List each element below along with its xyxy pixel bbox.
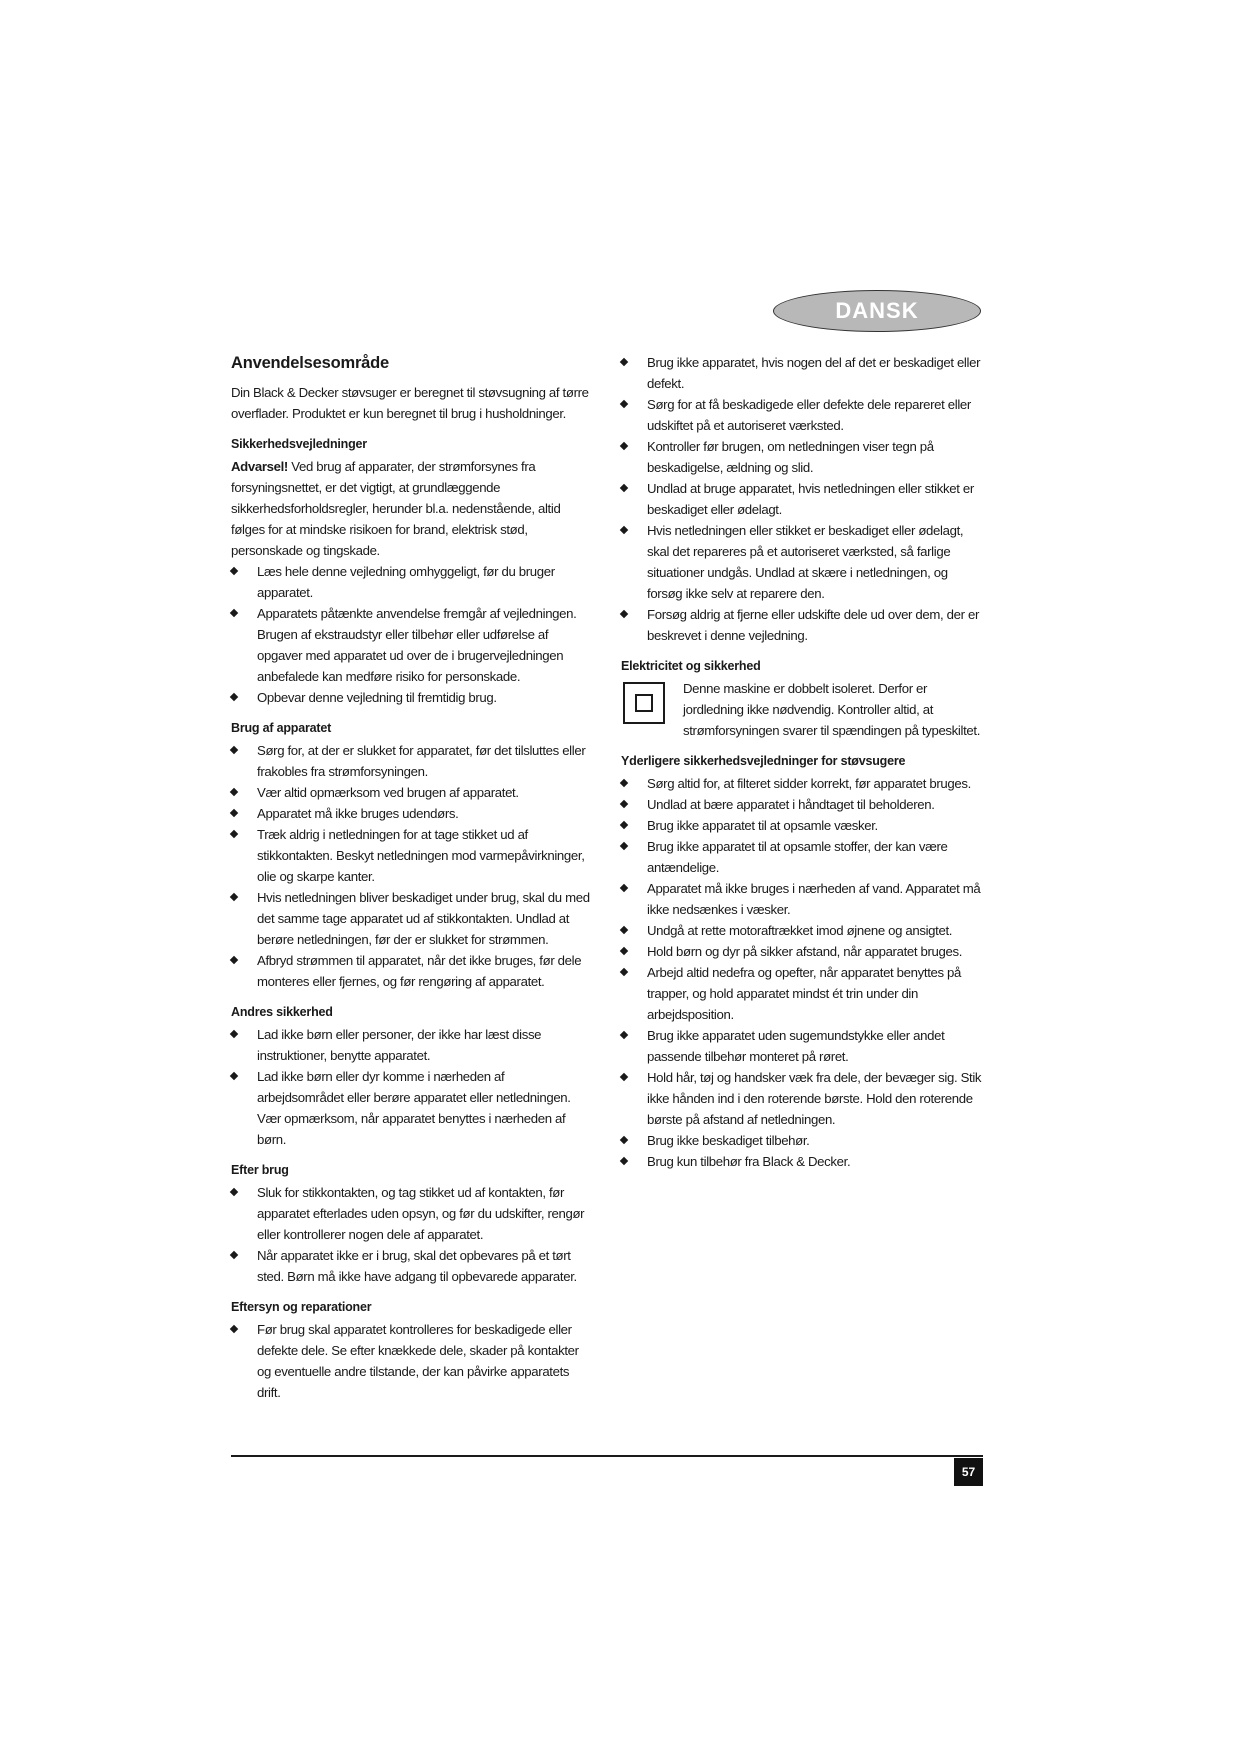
list-item-text: Forsøg aldrig at fjerne eller udskifte dele ud over dem, der er beskrevet i denne vejledning. xyxy=(647,607,979,643)
list-item-text: Hvis netledningen eller stikket er beskadiget eller ødelagt, skal det repareres på et autoriseret værksted, så farlige situationer undgås. Undlad at skære i netledningen, og forsøg ikke selv at reparere den. xyxy=(647,523,964,601)
list-item-text: Lad ikke børn eller dyr komme i nærheden af arbejdsområdet eller berøre apparatet eller netledningen. Vær opmærksom, når apparatet benyttes i nærheden af børn. xyxy=(257,1069,571,1147)
list-item xyxy=(231,1066,591,1150)
list-item xyxy=(231,1319,591,1403)
list-item xyxy=(231,824,591,887)
double-insulation-icon xyxy=(623,682,665,724)
list-item-text: Apparatets påtænkte anvendelse fremgår af vejledningen. Brugen af ekstraudstyr eller tilbehør eller udførelse af opgaver med apparatet ud over de i brugervejledningen anbefalede kan medføre risiko for personskade. xyxy=(257,606,577,684)
list-item xyxy=(621,604,985,646)
warning-text: Ved brug af apparater, der strømforsynes fra forsyningsnettet, er det vigtigt, at grundlæggende sikkerhedsforholdsregler, herunder bl.a. nedenstående, altid følges for at mindske risikoen for brand, elektrisk stød, personskade og tingskade. xyxy=(231,459,561,558)
list-item-text: Hold børn og dyr på sikker afstand, når apparatet bruges. xyxy=(647,944,963,959)
list-item xyxy=(621,1025,985,1067)
list-item xyxy=(621,394,985,436)
list-item-text: Arbejd altid nedefra og opefter, når apparatet benyttes på trapper, og hold apparatet mindst ét trin under din arbejdsposition. xyxy=(647,965,962,1022)
safety-list xyxy=(231,561,591,708)
double-insulation-inner-square xyxy=(635,694,653,712)
diamond-bullet-icon xyxy=(230,830,238,838)
inspection-heading: Eftersyn og reparationer xyxy=(231,1300,372,1314)
list-item xyxy=(231,950,591,992)
list-item xyxy=(231,561,591,603)
list-item-text: Brug ikke apparatet til at opsamle stoffer, der kan være antændelige. xyxy=(647,839,948,875)
list-item xyxy=(231,1245,591,1287)
list-item-text: Hvis netledningen bliver beskadiget under brug, skal du med det samme tage apparatet ud af stikkontakten. Undlad at berøre netledningen, før der er slukket for strømmen. xyxy=(257,890,590,947)
diamond-bullet-icon xyxy=(620,1157,628,1165)
diamond-bullet-icon xyxy=(620,1136,628,1144)
list-item xyxy=(621,1151,985,1172)
list-item-text: Kontroller før brugen, om netledningen viser tegn på beskadigelse, ældning og slid. xyxy=(647,439,934,475)
list-item-text: Apparatet må ikke bruges udendørs. xyxy=(257,806,459,821)
list-item xyxy=(231,687,591,708)
diamond-bullet-icon xyxy=(230,1325,238,1333)
page-number: 57 xyxy=(954,1458,983,1486)
list-item xyxy=(621,920,985,941)
right-column xyxy=(621,352,985,1172)
list-item-text: Brug ikke apparatet uden sugemundstykke eller andet passende tilbehør monteret på røret. xyxy=(647,1028,945,1064)
list-item xyxy=(621,962,985,1025)
list-item xyxy=(231,1182,591,1245)
list-item-text: Vær altid opmærksom ved brugen af apparatet. xyxy=(257,785,519,800)
list-item-text: Sørg altid for, at filteret sidder korrekt, før apparatet bruges. xyxy=(647,776,971,791)
diamond-bullet-icon xyxy=(230,567,238,575)
list-item xyxy=(231,1024,591,1066)
electricity-text: Denne maskine er dobbelt isoleret. Derfor er jordledning ikke nødvendig. Kontroller altid, at strømforsyningen svarer til spændingen på typeskiltet. xyxy=(683,681,981,738)
list-item xyxy=(621,836,985,878)
electricity-block xyxy=(621,678,985,741)
list-item xyxy=(621,520,985,604)
diamond-bullet-icon xyxy=(230,893,238,901)
footer-divider xyxy=(231,1455,983,1457)
list-item xyxy=(621,478,985,520)
diamond-bullet-icon xyxy=(620,842,628,850)
language-badge: DANSK xyxy=(773,290,981,332)
list-item xyxy=(621,1067,985,1130)
diamond-bullet-icon xyxy=(230,1072,238,1080)
list-item-text: Lad ikke børn eller personer, der ikke har læst disse instruktioner, benytte apparatet. xyxy=(257,1027,542,1063)
list-item xyxy=(621,352,985,394)
list-item-text: Apparatet må ikke bruges i nærheden af vand. Apparatet må ikke nedsænkes i væsker. xyxy=(647,881,981,917)
list-item-text: Læs hele denne vejledning omhyggeligt, før du bruger apparatet. xyxy=(257,564,555,600)
diamond-bullet-icon xyxy=(230,809,238,817)
diamond-bullet-icon xyxy=(620,400,628,408)
list-item xyxy=(621,436,985,478)
after-use-list xyxy=(231,1182,591,1287)
list-item-text: Brug ikke apparatet, hvis nogen del af det er beskadiget eller defekt. xyxy=(647,355,981,391)
list-item xyxy=(621,1130,985,1151)
list-item-text: Opbevar denne vejledning til fremtidig brug. xyxy=(257,690,497,705)
list-item-text: Før brug skal apparatet kontrolleres for beskadigede eller defekte dele. Se efter knækkede dele, skader på kontakter og eventuelle andre tilstande, der kan påvirke apparatets drift. xyxy=(257,1322,579,1400)
others-list xyxy=(231,1024,591,1150)
list-item xyxy=(231,782,591,803)
warning-paragraph xyxy=(231,456,591,561)
list-item-text: Brug ikke beskadiget tilbehør. xyxy=(647,1133,810,1148)
list-item-text: Sørg for, at der er slukket for apparatet, før det tilsluttes eller frakobles fra strømforsyningen. xyxy=(257,743,586,779)
list-item xyxy=(621,794,985,815)
list-item xyxy=(231,740,591,782)
list-item-text: Undlad at bruge apparatet, hvis netledningen eller stikket er beskadiget eller ødelagt. xyxy=(647,481,974,517)
diamond-bullet-icon xyxy=(620,484,628,492)
list-item xyxy=(231,603,591,687)
diamond-bullet-icon xyxy=(620,884,628,892)
diamond-bullet-icon xyxy=(620,358,628,366)
diamond-bullet-icon xyxy=(230,1030,238,1038)
use-heading: Brug af apparatet xyxy=(231,721,332,735)
list-item xyxy=(231,803,591,824)
diamond-bullet-icon xyxy=(620,947,628,955)
diamond-bullet-icon xyxy=(230,746,238,754)
diamond-bullet-icon xyxy=(230,609,238,617)
diamond-bullet-icon xyxy=(230,1251,238,1259)
list-item xyxy=(621,815,985,836)
diamond-bullet-icon xyxy=(620,442,628,450)
vacuum-safety-list xyxy=(621,773,985,1172)
diamond-bullet-icon xyxy=(620,1073,628,1081)
diamond-bullet-icon xyxy=(230,1188,238,1196)
list-item-text: Brug ikke apparatet til at opsamle væsker. xyxy=(647,818,878,833)
diamond-bullet-icon xyxy=(620,610,628,618)
after-use-heading: Efter brug xyxy=(231,1163,289,1177)
warning-label: Advarsel! xyxy=(231,459,288,474)
list-item-text: Sørg for at få beskadigede eller defekte dele repareret eller udskiftet på et autoriseret værksted. xyxy=(647,397,971,433)
diamond-bullet-icon xyxy=(230,788,238,796)
intro-paragraph: Din Black & Decker støvsuger er beregnet til støvsugning af tørre overflader. Produktet er kun beregnet til brug i husholdninger. xyxy=(231,385,589,421)
section-title: Anvendelsesområde xyxy=(231,354,389,372)
diamond-bullet-icon xyxy=(620,1031,628,1039)
list-item-text: Træk aldrig i netledningen for at tage stikket ud af stikkontakten. Beskyt netledningen mod varmepåvirkninger, olie og skarpe kanter. xyxy=(257,827,585,884)
diamond-bullet-icon xyxy=(620,821,628,829)
inspection-list xyxy=(231,1319,591,1403)
diamond-bullet-icon xyxy=(620,526,628,534)
list-item xyxy=(621,773,985,794)
others-heading: Andres sikkerhed xyxy=(231,1005,333,1019)
diamond-bullet-icon xyxy=(620,968,628,976)
list-item-text: Undgå at rette motoraftrækket imod øjnene og ansigtet. xyxy=(647,923,953,938)
diamond-bullet-icon xyxy=(620,926,628,934)
electricity-heading: Elektricitet og sikkerhed xyxy=(621,659,761,673)
list-item xyxy=(621,878,985,920)
diamond-bullet-icon xyxy=(620,779,628,787)
list-item xyxy=(231,887,591,950)
diamond-bullet-icon xyxy=(230,693,238,701)
left-column xyxy=(231,352,591,1403)
list-item-text: Undlad at bære apparatet i håndtaget til beholderen. xyxy=(647,797,935,812)
list-item-text: Brug kun tilbehør fra Black & Decker. xyxy=(647,1154,851,1169)
list-item-text: Når apparatet ikke er i brug, skal det opbevares på et tørt sted. Børn må ikke have adgang til opbevarede apparater. xyxy=(257,1248,577,1284)
inspection-continued-list xyxy=(621,352,985,646)
list-item-text: Sluk for stikkontakten, og tag stikket ud af kontakten, før apparatet efterlades uden opsyn, og før du udskifter, rengør eller kontrollerer nogen dele af apparatet. xyxy=(257,1185,585,1242)
diamond-bullet-icon xyxy=(230,956,238,964)
list-item-text: Afbryd strømmen til apparatet, når det ikke bruges, før dele monteres eller fjernes, og før rengøring af apparatet. xyxy=(257,953,582,989)
safety-heading: Sikkerhedsvejledninger xyxy=(231,437,367,451)
diamond-bullet-icon xyxy=(620,800,628,808)
list-item-text: Hold hår, tøj og handsker væk fra dele, der bevæger sig. Stik ikke hånden ind i den roterende børste. Hold den roterende børste på afstand af netledningen. xyxy=(647,1070,982,1127)
vacuum-safety-heading: Yderligere sikkerhedsvejledninger for støvsugere xyxy=(621,754,906,768)
list-item xyxy=(621,941,985,962)
use-list xyxy=(231,740,591,992)
